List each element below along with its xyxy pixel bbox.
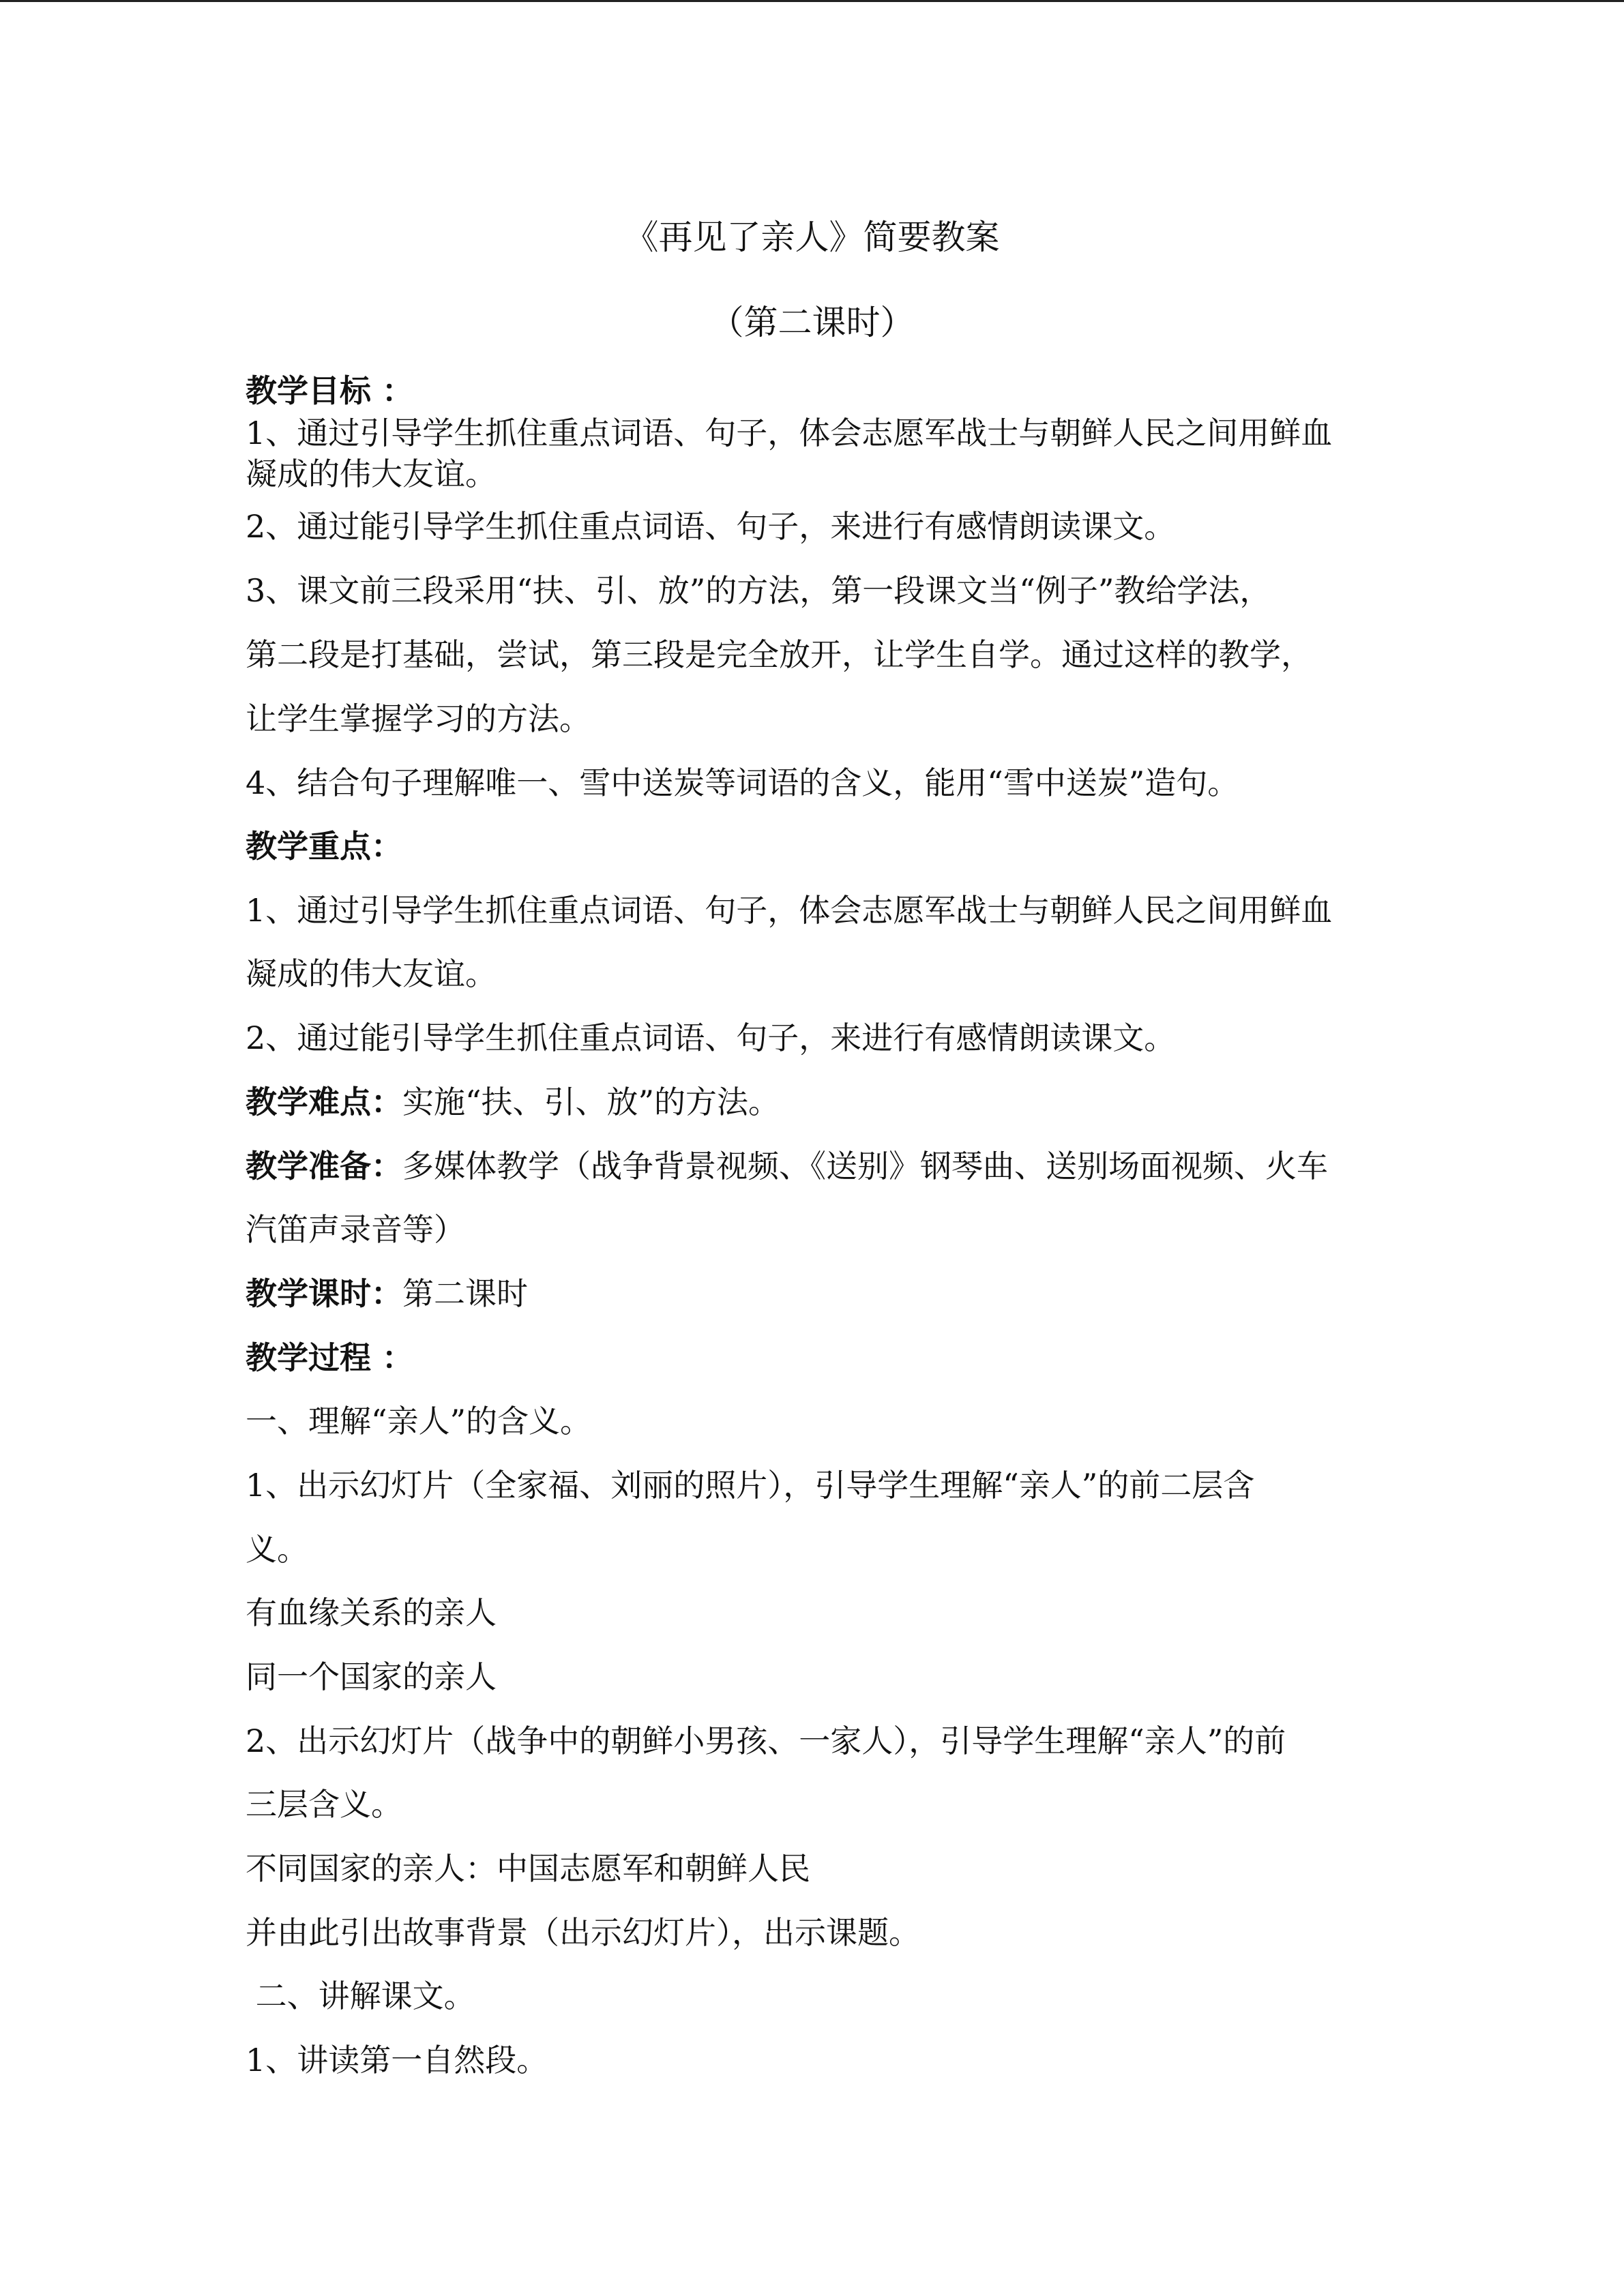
document-title: 《再见了亲人》简要教案 [624, 218, 1000, 257]
difficulty-line [246, 1082, 780, 1122]
story-background: 并由此引出故事背景（出示幻灯片），出示课题。 [246, 1914, 920, 1951]
process-part-1: 一、理解“亲人”的含义。 [246, 1403, 592, 1440]
objectives-heading: 教学目标 ： [246, 372, 414, 409]
class-hours-text: 第二课时 [402, 1275, 528, 1312]
key-point-2: 2、通过能引导学生抓住重点词语、句子，来进行有感情朗读课文。 [246, 1019, 1176, 1056]
objective-3-line-1: 3、课文前三段采用“扶、引、放”的方法，第一段课文当“例子”教给学法， [246, 572, 1271, 609]
preparation-line-2: 汽笛声录音等） [246, 1211, 465, 1248]
preparation-line-1 [246, 1146, 1328, 1187]
key-points-heading: 教学重点： [246, 828, 402, 865]
class-hours-line [246, 1273, 528, 1314]
difficulty-label: 教学难点： [246, 1084, 402, 1120]
preparation-text-1: 多媒体教学（战争背景视频、《送别》钢琴曲、送别场面视频、火车 [402, 1148, 1328, 1184]
document-subtitle: （第二课时） [709, 303, 915, 342]
process-1-item-2-line-2: 三层含义。 [246, 1786, 402, 1823]
process-1-item-2-line-1: 2、出示幻灯片（战争中的朝鲜小男孩、一家人），引导学生理解“亲人”的前 [246, 1723, 1286, 1759]
objective-4: 4、结合句子理解唯一、雪中送炭等词语的含义，能用“雪中送炭”造句。 [246, 764, 1239, 801]
key-point-1-line-1: 1、通过引导学生抓住重点词语、句子，体会志愿军战士与朝鲜人民之间用鲜血 [246, 892, 1333, 929]
kin-other-country: 不同国家的亲人：中国志愿军和朝鲜人民 [246, 1850, 810, 1887]
process-heading: 教学过程 ： [246, 1339, 414, 1376]
objective-1-line-2: 凝成的伟大友谊。 [246, 456, 497, 492]
objective-3-line-2: 第二段是打基础，尝试，第三段是完全放开，让学生自学。通过这样的教学， [246, 636, 1312, 673]
objective-2: 2、通过能引导学生抓住重点词语、句子，来进行有感情朗读课文。 [246, 508, 1176, 545]
objective-1-line-1: 1、通过引导学生抓住重点词语、句子，体会志愿军战士与朝鲜人民之间用鲜血 [246, 415, 1333, 451]
process-1-item-1-line-2: 义。 [246, 1531, 308, 1568]
process-part-2: 二、讲解课文。 [246, 1978, 475, 2014]
difficulty-text: 实施“扶、引、放”的方法。 [402, 1084, 780, 1120]
key-point-1-line-2: 凝成的伟大友谊。 [246, 955, 497, 992]
kin-country: 同一个国家的亲人 [246, 1658, 497, 1695]
class-hours-label: 教学课时： [246, 1275, 402, 1312]
kin-blood: 有血缘关系的亲人 [246, 1594, 497, 1631]
process-1-item-1-line-1: 1、出示幻灯片（全家福、刘丽的照片），引导学生理解“亲人”的前二层含 [246, 1467, 1255, 1504]
objective-3-line-3: 让学生掌握学习的方法。 [246, 700, 591, 737]
preparation-label: 教学准备： [246, 1148, 402, 1184]
process-2-item-1: 1、讲读第一自然段。 [246, 2042, 548, 2078]
